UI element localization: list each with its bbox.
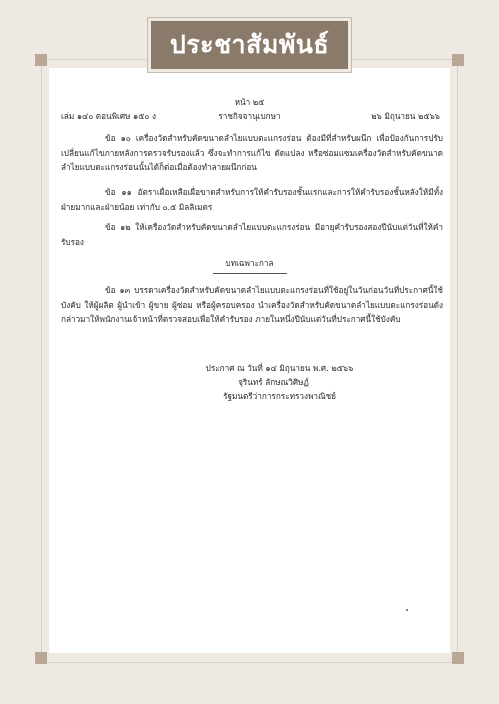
clause-12-text: ข้อ ๑๒ ให้เครื่องวัดสำหรับคัดขนาดลำไยแบบตะแกรงร่อน มีอายุคำรับรองสองปีนับแต่วันที่ให้คำรับรอง <box>61 222 443 247</box>
publication-date: ๒๖ มิถุนายน ๒๕๖๖ <box>371 111 440 121</box>
gazette-page <box>49 68 450 653</box>
gazette-document <box>49 68 450 653</box>
page-number: หน้า ๒๕ <box>234 97 265 107</box>
clause-10 <box>61 131 443 175</box>
announcement-banner <box>148 18 351 72</box>
section-title: บทเฉพาะกาล <box>225 258 274 268</box>
signatory-name: จุรินทร์ ลักษณวิศิษฏ์ <box>238 377 309 387</box>
clause-13-text: ข้อ ๑๓ บรรดาเครื่องวัดสำหรับคัดขนาดลำไยแบบตะแกรงร่อนที่ใช้อยู่ในวันก่อนวันที่ประกาศนี้ใช้บังคับ ให้ผู้ผลิต ผู้นำเข้า ผู้ขาย ผู้ซ่อม หรือผู้ครอบครอง นำเครื่องวัดสำหรับคัดขนาดลำไยแบบตะแกรงร่อนดังกล่าวมาให้พนักงานเจ้าหน้าที่ตรวจสอบเพื่อให้คำรับรอง ภายในหนึ่งปีนับแต่วันที่ประกาศนี้ใช้บังคับ <box>61 285 443 324</box>
signatory-position: รัฐมนตรีว่าการกระทรวงพาณิชย์ <box>223 391 336 401</box>
clause-12 <box>61 220 443 249</box>
volume-info: เล่ม ๑๔๐ ตอนพิเศษ ๑๕๐ ง <box>61 111 157 121</box>
clause-11-text: ข้อ ๑๑ อัตราเผื่อเหลือเผื่อขาดสำหรับการให้คำรับรองชั้นแรกและการให้คำรับรองชั้นหลังให้มีทั้งฝ่ายมากและฝ่ายน้อย เท่ากับ ๐.๕ มิลลิเมตร <box>61 187 443 212</box>
announcement-date: ประกาศ ณ วันที่ ๑๔ มิถุนายน พ.ศ. ๒๕๖๖ <box>205 363 354 373</box>
clause-11 <box>61 185 443 214</box>
frame-corner-bottom-right <box>452 652 464 664</box>
section-underline <box>213 273 287 274</box>
frame-corner-top-left <box>35 54 47 66</box>
clause-10-text: ข้อ ๑๐ เครื่องวัดสำหรับคัดขนาดลำไยแบบตะแกรงร่อน ต้องมีที่สำหรับผนึก เพื่อป้องกันการปรับเปลี่ยนแก้ไขภายหลังการตรวจรับรองแล้ว ซึ่งจะทำการแก้ไข ดัดแปลง หรือซ่อมแซมเครื่องวัดสำหรับคัดขนาดลำไยแบบตะแกรงร่อนนั้นได้ก็ต่อเมื่อต้องทำลายผนึกก่อน <box>61 133 443 172</box>
clause-13 <box>61 283 443 327</box>
publication-name: ราชกิจจานุเบกษา <box>218 111 281 121</box>
banner-title: ประชาสัมพันธ์ <box>169 30 330 59</box>
frame-corner-bottom-left <box>35 652 47 664</box>
frame-corner-top-right <box>452 54 464 66</box>
stray-mark <box>406 609 408 611</box>
